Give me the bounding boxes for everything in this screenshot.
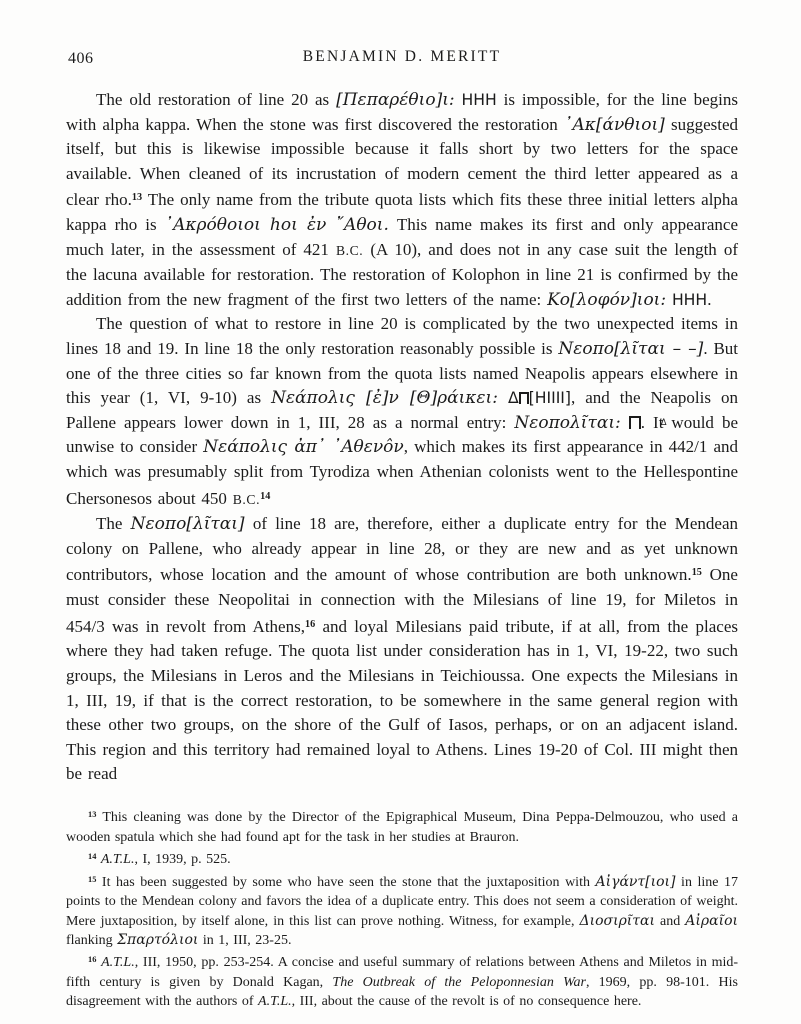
text-segment: in line 17 points to the Mendean colony and favors the idea of a duplicate entry. This does not seem a consideration of weight. Mere juxtaposition, by itself alone, in this list can prove nothing. Witness, for example, — [66, 874, 738, 929]
text-segment: One must consider these Neopolitai in connection with the Milesians of line 19, for Miletos in 454/3 was in revolt from Athens, — [66, 565, 738, 636]
text-segment: A.T.L. — [100, 852, 135, 868]
text-segment — [498, 388, 508, 407]
body-text — [66, 88, 738, 787]
text-segment: 15 — [88, 874, 97, 884]
text-segment: (A 10), and does not in any case suit the length of the lacuna available for restoration. The restoration of Kolophon in line 21 is confirmed by the addition from the new fragment of the first two letters of the name: — [66, 239, 739, 309]
text-segment: . — [707, 289, 712, 309]
body-paragraph — [66, 312, 738, 512]
text-segment: A.T.L. — [258, 994, 292, 1010]
running-head: BENJAMIN D. MERITT — [302, 48, 502, 65]
text-segment: Νεοπο[λῖται] — [130, 514, 245, 535]
text-segment: 15 — [691, 567, 702, 579]
text-segment: flanking — [66, 933, 118, 948]
footnote — [66, 870, 738, 951]
text-segment: [Πεπαρέθιο]ι: — [336, 90, 455, 110]
text-segment — [455, 90, 462, 109]
text-segment: , 1969, pp. 98-101. His disagreement with the authors of — [66, 975, 738, 1010]
text-segment: , and the Neapolis on Pallene appears lower down in 1, III, 28 as a normal entry: — [66, 388, 738, 432]
text-segment: ᾿Ακ[άνθιοι] — [563, 114, 665, 135]
text-segment: The question of what to restore in line 20 is complicated by the two unexpected items in lines 18 and 19. In line 18 the only restoration reasonably possible is — [66, 314, 738, 359]
text-segment: The old restoration of line 20 as — [96, 90, 337, 109]
footnote — [66, 847, 738, 870]
text-segment: Κο[λοφόν]ιοι: — [547, 289, 667, 310]
acro-fifty-symbol-icon — [629, 416, 641, 429]
text-segment: Νεοπολῖται: — [514, 412, 621, 433]
text-segment: ΗΗΗ — [461, 90, 497, 109]
footnotes-block — [66, 805, 738, 1012]
text-segment: The only name from the tribute quota lists which fits these three initial letters alpha kappa rho is — [66, 190, 738, 235]
footnote — [66, 950, 738, 1011]
text-segment: 14 — [260, 490, 271, 502]
text-segment: This name makes its first and only appearance much later, in the assessment of 421 — [66, 215, 738, 259]
text-segment: and loyal Milesians paid tribute, if at all, from the places where they had taken refuge. The quota list under consideration has in 1, VI, 19-22, two such groups, the Milesians in Leros and the Milesians in Teichioussa. One expects the Milesians in 1, III, 19, if that is the correct restoration, to be somewhere in the same general region with these other two groups, on the shore of the Gulf of Iasos, perhaps, or on an adjacent island. This region and this territory had remained loyal to Athens. Lines 19-20 of Col. III might then be read — [66, 616, 738, 784]
text-segment: It has been suggested by some who have seen the stone that the juxtaposition with — [96, 874, 596, 890]
text-segment: , III, 1950, pp. 253-254. A concise and useful summary of relations between Athens and Miletos in mid-fifth century is given by Donald Kagan, — [66, 955, 739, 990]
text-segment: 13 — [88, 810, 97, 819]
page-header — [66, 48, 738, 72]
text-segment — [621, 413, 629, 432]
text-segment: B.C. — [335, 242, 364, 258]
text-segment: Αἰγάντ[ιοι] — [595, 873, 676, 890]
text-segment: , I, 1939, p. 525. — [134, 852, 231, 868]
text-segment: ᾿Ακρόθοιοι hοι ἐν ῎Αθοι. — [164, 215, 389, 236]
text-segment: The — [96, 514, 131, 534]
text-segment: Αἰραῖοι — [685, 912, 738, 929]
body-paragraph — [66, 512, 738, 787]
text-segment: ΗΗΗ — [671, 289, 708, 309]
text-segment: , which makes its first appearance in 442/1 and which was presumably split from Tyrodiza when Athenian colonists went to the Hellespontine Chersonesos about 450 — [66, 437, 739, 508]
text-segment: [ΗΙΙΙΙ] — [528, 388, 572, 408]
text-segment: This cleaning was done by the Director of the Epigraphical Museum, Dina Peppa-Delmouzou, who used a wooden spatula which she had found apt for the task in her studies at Brauron. — [66, 810, 738, 845]
text-segment: . But one of the three cities so far known from the quota lists named Neapolis appears elsewhere in this year (1, VI, 9-10) as — [66, 339, 739, 408]
text-segment: 16 — [88, 955, 97, 965]
text-segment: A.T.L. — [101, 955, 135, 971]
text-segment: 14 — [88, 852, 97, 861]
page-number: 406 — [68, 50, 94, 67]
text-segment: . It would be unwise to consider — [66, 412, 738, 457]
text-segment: Δ — [507, 388, 519, 408]
acro-five-symbol-icon — [519, 392, 529, 404]
text-segment: 16 — [304, 618, 316, 630]
text-segment: Διοσιρῖται — [579, 912, 655, 929]
text-segment: of line 18 are, therefore, either a duplicate entry for the Mendean colony on Pallene, who already appear in line 28, or they are new and as yet unknown contributors, whose location and the amount of whose contribution are both unknown. — [66, 514, 738, 585]
text-segment: Σπαρτόλιοι — [117, 932, 199, 948]
text-segment: Νεάπολις ἀπ᾿ ᾿Αθενôν — [203, 437, 404, 458]
text-segment: in 1, III, 23-25. — [198, 933, 292, 948]
body-paragraph — [66, 88, 738, 312]
text-segment: 13 — [131, 192, 143, 204]
text-segment: B.C. — [232, 491, 261, 507]
text-segment: Νεάπολις [ἐ]ν [Θ]ράικει: — [271, 388, 498, 409]
footnote — [66, 805, 738, 847]
text-segment: and — [654, 913, 686, 929]
text-segment: is impossible, for the line begins with alpha kappa. When the stone was first discovered the restoration — [66, 90, 738, 134]
text-segment: Νεοπο[λῖται – –] — [558, 339, 704, 360]
text-segment: , III, about the cause of the revolt is of no consequence here. — [291, 994, 642, 1010]
text-segment: suggested itself, but this is likewise impossible because it falls short by two letters for the space available. When cleaned of its incrustation of modern cement the third letter appeared as a clear rho. — [66, 114, 738, 210]
text-segment: The Outbreak of the Peloponnesian War — [332, 975, 586, 990]
